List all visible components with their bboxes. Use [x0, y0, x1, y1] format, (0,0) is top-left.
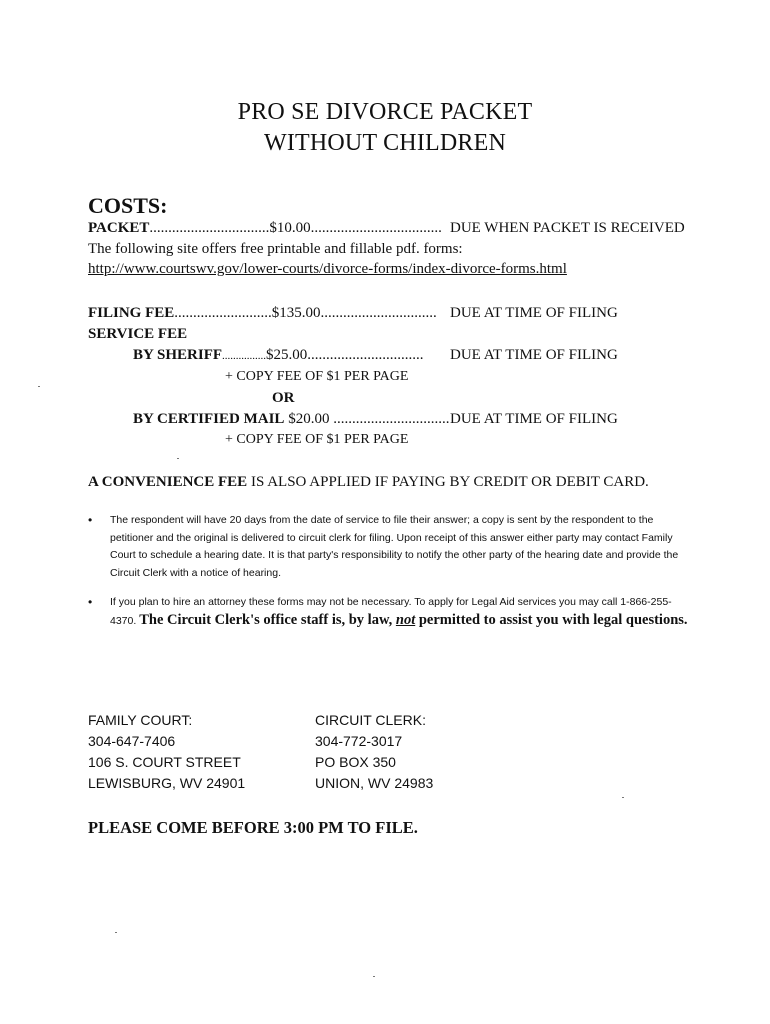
copy-fee-mail: + COPY FEE OF $1 PER PAGE [225, 432, 409, 447]
costs-heading: COSTS: [88, 193, 168, 218]
family-court-contact [88, 710, 245, 794]
convenience-fee-bold: A CONVENIENCE FEE [88, 474, 248, 490]
family-court-name: FAMILY COURT: [88, 712, 193, 728]
bullet-2-text: If you plan to hire an attorney these forms may not be necessary. To apply for Legal Aid services you may call 1-866-255-4370. [110, 596, 672, 627]
list-item [88, 594, 688, 630]
by-sheriff-due: DUE AT TIME OF FILING [450, 347, 618, 363]
scan-speck [177, 458, 179, 459]
forms-link[interactable]: http://www.courtswv.gov/lower-courts/divorce-forms/index-divorce-forms.html [88, 261, 567, 277]
by-certified-mail-amount: $20.00 [288, 411, 330, 427]
title-line-1: PRO SE DIVORCE PACKET [237, 99, 533, 125]
scan-speck [115, 932, 117, 933]
convenience-fee-rest: IS ALSO APPLIED IF PAYING BY CREDIT OR DEBIT CARD. [247, 474, 649, 490]
bullet-2-bold-a: The Circuit Clerk's office staff is, by law, [139, 611, 396, 628]
filing-fee-leader-dots: .......................... [174, 305, 272, 321]
scan-speck [622, 797, 624, 798]
filing-fee-row [88, 305, 437, 322]
packet-leader-dots: ................................ [149, 220, 270, 236]
by-sheriff-amount: $25.00 [266, 347, 308, 363]
by-sheriff-leader-dots: ................ [222, 350, 267, 362]
circuit-clerk-street: PO BOX 350 [315, 754, 396, 770]
family-court-street: 106 S. COURT STREET [88, 754, 241, 770]
circuit-clerk-contact [315, 710, 433, 794]
filing-fee-trailing-dots: ............................... [320, 305, 437, 321]
family-court-city: LEWISBURG, WV 24901 [88, 775, 246, 791]
service-fee-label: SERVICE FEE [88, 326, 188, 342]
notes-list [88, 512, 688, 630]
packet-due: DUE WHEN PACKET IS RECEIVED [450, 220, 685, 236]
by-certified-mail-row [133, 411, 449, 428]
filing-fee-due: DUE AT TIME OF FILING [450, 305, 618, 321]
filing-fee-amount: $135.00 [271, 305, 321, 321]
packet-row [88, 220, 442, 237]
or-text: OR [272, 390, 295, 406]
bullet-icon: • [88, 513, 93, 527]
by-sheriff-trailing-dots: ............................... [307, 347, 424, 363]
circuit-clerk-phone: 304-772-3017 [315, 733, 403, 749]
filing-fee-label: FILING FEE [88, 305, 175, 321]
site-text: The following site offers free printable and fillable pdf. forms: [88, 241, 463, 257]
list-item [88, 512, 688, 582]
by-sheriff-label: BY SHERIFF [133, 347, 223, 363]
bullet-2-bold-b: permitted to assist you with legal questions. [415, 611, 688, 628]
title-line-2: WITHOUT CHILDREN [263, 130, 507, 156]
by-certified-mail-trailing-dots: ............................... [333, 411, 450, 427]
convenience-fee-line [88, 474, 649, 491]
scan-speck [373, 976, 375, 977]
bullet-2-not: not [395, 611, 416, 628]
packet-amount: $10.00 [269, 220, 311, 236]
by-certified-mail-label: BY CERTIFIED MAIL [133, 411, 285, 427]
copy-fee-sheriff: + COPY FEE OF $1 PER PAGE [225, 369, 409, 384]
circuit-clerk-city: UNION, WV 24983 [315, 775, 434, 791]
scan-speck [38, 386, 40, 387]
please-come-notice: PLEASE COME BEFORE 3:00 PM TO FILE. [88, 818, 418, 837]
by-sheriff-row [133, 347, 424, 364]
bullet-1-text: The respondent will have 20 days from the date of service to file their answer; a copy is sent by the respondent to the petitioner and the original is delivered to circuit clerk for filing. Upon receipt of this answer either party may contact Family Court to schedule a hearing date. It is that party's responsibility to notify the other party of the hearing date and provide the Circuit Clerk with a notice of hearing. [110, 514, 679, 579]
packet-label: PACKET [88, 220, 150, 236]
circuit-clerk-name: CIRCUIT CLERK: [315, 712, 426, 728]
by-certified-mail-due: DUE AT TIME OF FILING [450, 411, 618, 427]
bullet-icon: • [88, 595, 93, 609]
family-court-phone: 304-647-7406 [88, 733, 176, 749]
packet-trailing-dots: ................................... [310, 220, 442, 236]
